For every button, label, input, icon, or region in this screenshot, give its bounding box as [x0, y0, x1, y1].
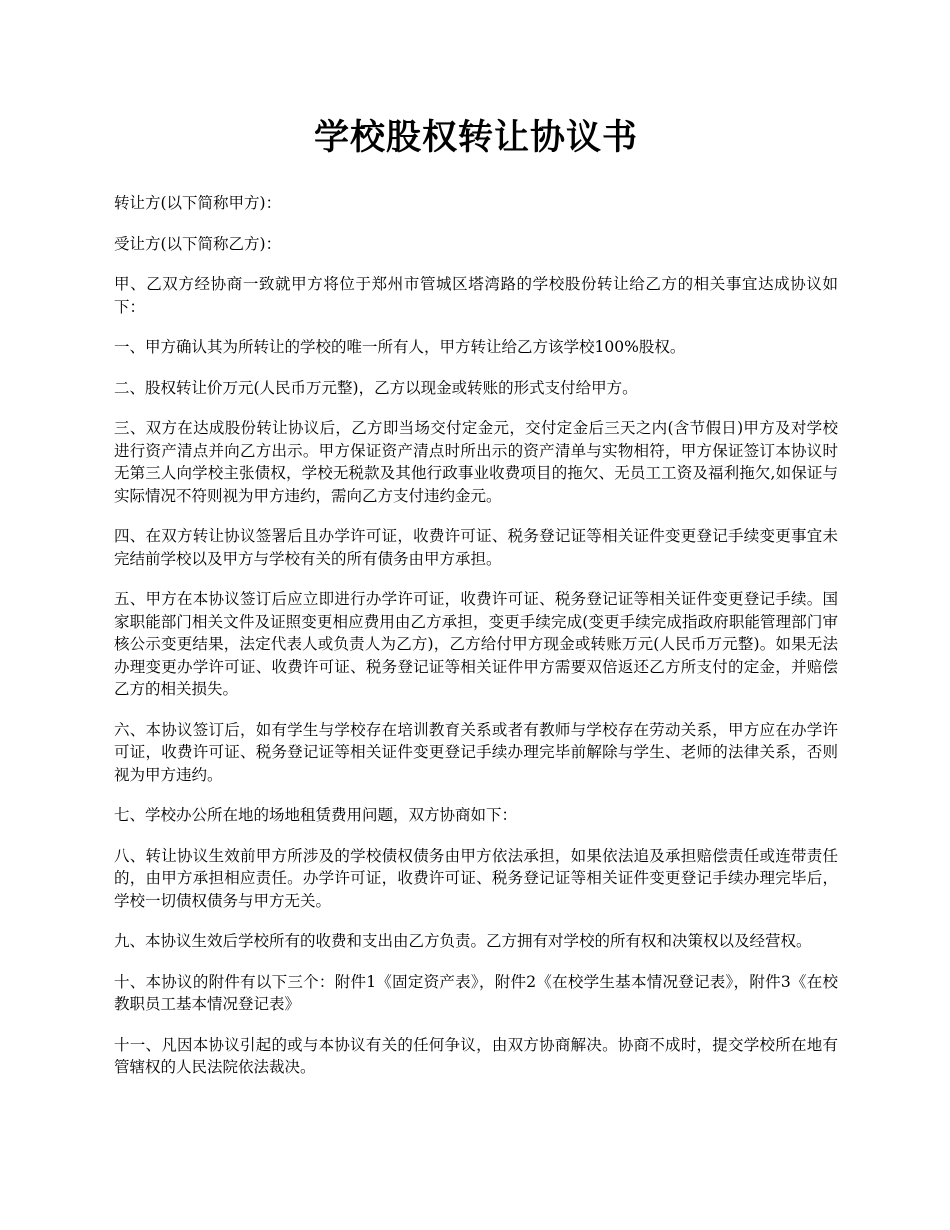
preamble-paragraph: 甲、乙双方经协商一致就甲方将位于郑州市管城区塔湾路的学校股份转让给乙方的相关事宜达成协议如下： [114, 275, 838, 316]
clause-9: 九、本协议生效后学校所有的收费和支出由乙方负责。乙方拥有对学校的所有权和决策权以及经营权。 [114, 932, 812, 950]
clause-4: 四、在双方转让协议签署后且办学许可证，收费许可证、税务登记证等相关证件变更登记手续变更事宜未完结前学校以及甲方与学校有关的所有债务由甲方承担。 [114, 527, 838, 568]
clause-2: 二、股权转让价万元(人民币万元整)，乙方以现金或转账的形式支付给甲方。 [114, 378, 638, 397]
transferor-line: 转让方(以下简称甲方)： [114, 194, 282, 212]
clause-1: 一、甲方确认其为所转让的学校的唯一所有人，甲方转让给乙方该学校100%股权。 [114, 338, 686, 356]
clause-8: 八、转让协议生效前甲方所涉及的学校债权债务由甲方依法承担，如果依法追及承担赔偿责任或连带责任的，由甲方承担相应责任。办学许可证，收费许可证、税务登记证等相关证件变更登记手续办理完毕后，学校一切债权债务与甲方无关。 [114, 846, 838, 910]
clause-5: 五、甲方在本协议签订后应立即进行办学许可证，收费许可证、税务登记证等相关证件变更登记手续。国家职能部门相关文件及证照变更相应费用由乙方承担，变更手续完成(变更手续完成指政府职能管理部门审核公示变更结果，法定代表人或负责人为乙方)，乙方给付甲方现金或转账万元(人民币万元整)。如果无法办理变更办学许可证、收费许可证、税务登记证等相关证件甲方需要双倍返还乙方所支付的定金，并赔偿乙方的相关损失。 [114, 590, 838, 698]
document-page [114, 118, 838, 1097]
clause-6: 六、本协议签订后，如有学生与学校存在培训教育关系或者有教师与学校存在劳动关系，甲方应在办学许可证，收费许可证、税务登记证等相关证件变更登记手续办理完毕前解除与学生、老师的法律关系，否则视为甲方违约。 [114, 720, 838, 784]
transferee-line: 受让方(以下简称乙方)： [114, 234, 282, 253]
clause-7: 七、学校办公所在地的场地租赁费用问题，双方协商如下： [114, 806, 518, 824]
clause-10: 十、本协议的附件有以下三个：附件1《固定资产表》，附件2《在校学生基本情况登记表》，附件3《在校教职员工基本情况登记表》 [114, 972, 838, 1013]
clause-11: 十一、凡因本协议引起的或与本协议有关的任何争议，由双方协商解决。协商不成时，提交学校所在地有管辖权的人民法院依法裁决。 [114, 1035, 838, 1076]
document-title: 学校股权转让协议书 [313, 117, 638, 158]
clause-3: 三、双方在达成股份转让协议后，乙方即当场交付定金元，交付定金后三天之内(含节假日)甲方及对学校进行资产清点并向乙方出示。甲方保证资产清点时所出示的资产清单与实物相符，甲方保证签订本协议时无第三人向学校主张债权，学校无税款及其他行政事业收费项目的拖欠、无员工工资及福利拖欠,如保证与实际情况不符则视为甲方违约，需向乙方支付违约金元。 [114, 419, 838, 505]
